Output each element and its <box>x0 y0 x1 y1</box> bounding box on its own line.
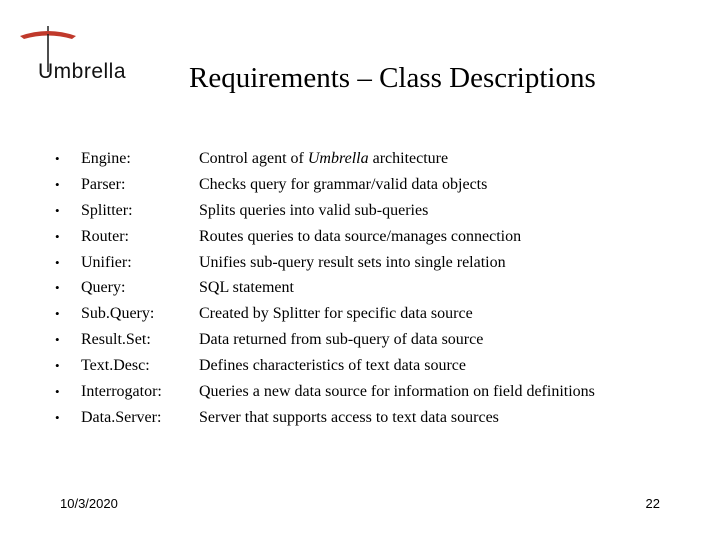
list-item <box>0 405 720 431</box>
bullet: • <box>55 280 60 296</box>
list-item <box>0 327 720 353</box>
class-description: Checks query for grammar/valid data objects <box>199 175 488 193</box>
bullet: • <box>55 306 60 322</box>
class-term: Splitter: <box>81 201 133 219</box>
bullet: • <box>55 151 60 166</box>
umbrella-logo <box>18 22 138 92</box>
page-number: 22 <box>645 496 660 511</box>
class-description: Queries a new data source for information on field definitions <box>199 383 595 401</box>
class-description-list <box>0 146 720 431</box>
list-item <box>0 275 720 301</box>
class-description: Data returned from sub-query of data source <box>199 331 484 349</box>
class-description: Control agent of Umbrella architecture <box>199 150 449 167</box>
logo-text: Umbrella <box>38 60 127 83</box>
class-description: Created by Splitter for specific data source <box>199 305 473 323</box>
bullet: • <box>55 176 60 192</box>
list-item <box>0 172 720 198</box>
slide-title: Requirements – Class Descriptions <box>189 62 596 94</box>
bullet: • <box>55 332 60 348</box>
class-term: Result.Set: <box>81 331 151 349</box>
class-term: Query: <box>81 279 126 297</box>
class-term: Engine: <box>81 150 131 167</box>
class-term: Unifier: <box>81 253 132 271</box>
class-term: Interrogator: <box>81 383 162 401</box>
class-term: Router: <box>81 227 129 245</box>
footer-date: 10/3/2020 <box>60 496 118 511</box>
class-description: Unifies sub-query result sets into single relation <box>199 253 506 271</box>
bullet: • <box>55 409 60 425</box>
bullet: • <box>55 384 60 400</box>
class-term: Data.Server: <box>81 408 162 426</box>
bullet: • <box>55 358 60 374</box>
list-item <box>0 301 720 327</box>
class-description: Defines characteristics of text data source <box>199 357 466 375</box>
class-description: Splits queries into valid sub-queries <box>199 201 429 219</box>
class-description: Server that supports access to text data sources <box>199 408 499 426</box>
bullet: • <box>55 228 60 244</box>
list-item <box>0 379 720 405</box>
class-description: Routes queries to data source/manages connection <box>199 227 522 245</box>
class-description: SQL statement <box>199 279 294 297</box>
bullet: • <box>55 202 60 218</box>
class-term: Sub.Query: <box>81 305 155 323</box>
class-term: Text.Desc: <box>81 357 150 375</box>
class-term: Parser: <box>81 175 126 193</box>
list-item <box>0 198 720 224</box>
list-item <box>0 146 720 172</box>
list-item <box>0 353 720 379</box>
bullet: • <box>55 254 60 270</box>
list-item <box>0 224 720 250</box>
list-item <box>0 250 720 276</box>
